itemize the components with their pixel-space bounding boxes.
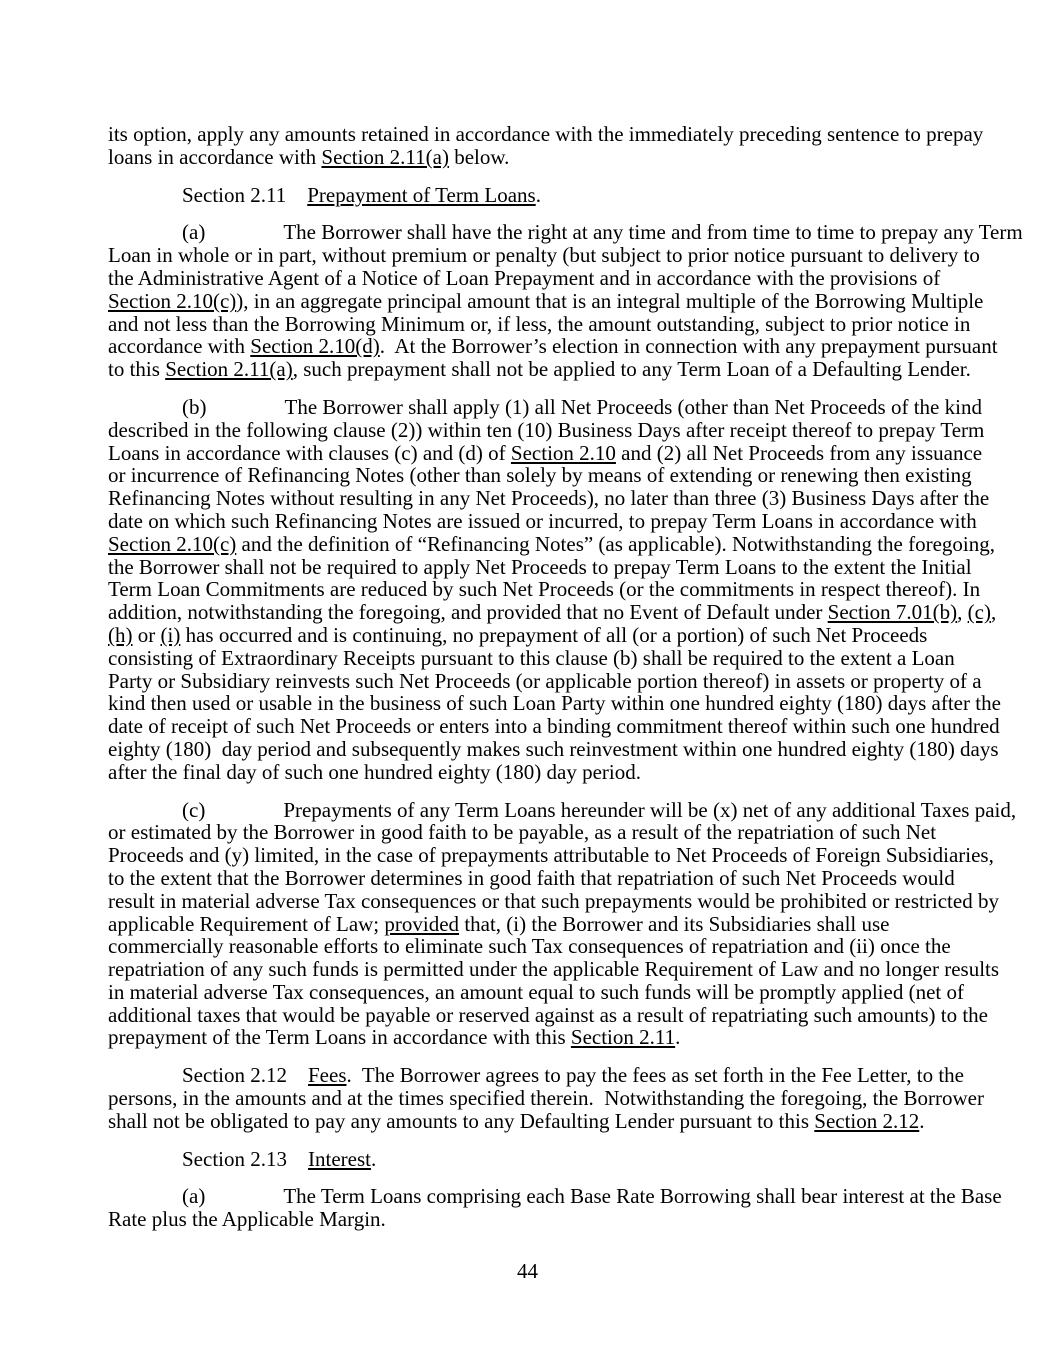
text-run: Party or Subsidiary reinvests such Net Proceeds (or applicable portion thereof) in assets or property of a (108, 668, 982, 693)
text-line (108, 668, 982, 693)
text-line (108, 122, 984, 146)
text-run: eighty (180) day period and subsequently makes such reinvestment within one hundred eighty (180) days (108, 736, 999, 761)
text-run: . (675, 1025, 681, 1050)
text-run: . (919, 1108, 925, 1133)
text-run: loans in accordance with (108, 144, 322, 169)
text-run: , (957, 600, 968, 625)
text-line (108, 288, 984, 313)
text-run: . At the Borrower’s election in connection with any prepayment pursuant (379, 334, 998, 359)
tab-gap (205, 816, 283, 817)
text-run: that, (i) the Borrower and its Subsidiaries shall use (459, 911, 890, 936)
text-run: (a) (182, 1184, 206, 1209)
text-run: consisting of Extraordinary Receipts pursuant to this clause (b) shall be required to the extent a Loan (108, 645, 955, 670)
section-reference: (i) (160, 622, 181, 647)
text-run: persons, in the amounts and at the times specified therein. Notwithstanding the foregoing, the Borrower (108, 1086, 984, 1111)
text-run: Term Loan Commitments are reduced by such Net Proceeds (or the commitments in respect thereof). In (108, 577, 981, 602)
text-run: prepayment of the Term Loans in accordance with this (108, 1025, 571, 1050)
text-line (108, 600, 997, 625)
text-line (108, 1063, 964, 1088)
text-run: additional taxes that would be payable or reserved against as a result of repatriating such amounts) to the (108, 1002, 988, 1027)
tab-gap (207, 413, 285, 414)
section-2-13-heading (108, 1148, 936, 1171)
paragraph-2-11-a (108, 220, 1023, 382)
text-run: Section 2.13 (182, 1146, 287, 1171)
text-run: to this (108, 357, 166, 382)
text-run: shall not be obligated to pay any amounts to any Defaulting Lender pursuant to this (108, 1108, 815, 1133)
section-reference: provided (384, 911, 460, 936)
text-line (108, 691, 1001, 716)
text-run: repatriation of any such funds is permitted under the applicable Requirement of Law and no longer results (108, 957, 1000, 982)
text-line (108, 761, 936, 784)
section-reference: Section 2.12 (814, 1108, 920, 1133)
paragraph-2-13-a (108, 1184, 1002, 1232)
text-run: Rate plus the Applicable Margin. (108, 1207, 386, 1232)
text-line (108, 265, 941, 290)
text-line (108, 531, 995, 556)
text-line (108, 508, 977, 533)
text-run: Proceeds and (y) limited, in the case of prepayments attributable to Net Proceeds of Foreign Subsidiaries, (108, 843, 994, 868)
text-run: Loan in whole or in part, without premium or penalty (but subject to prior notice pursuant to delivery to (108, 243, 980, 268)
text-line (108, 311, 971, 336)
text-line (108, 624, 936, 647)
text-line (108, 146, 936, 169)
text-run: date of receipt of such Net Proceeds or enters into a binding commitment thereof within such one hundred (108, 714, 1000, 739)
text-run: the Borrower shall not be required to apply Net Proceeds to prepay Term Loans to the extent the Initial (108, 554, 972, 579)
section-2-11-heading (108, 184, 936, 207)
text-line (108, 888, 999, 913)
document-content (108, 122, 1023, 1232)
text-run: accordance with (108, 334, 251, 359)
text-run: addition, notwithstanding the foregoing, and provided that no Event of Default under (108, 600, 828, 625)
section-reference: (h) (108, 622, 133, 647)
text-line (108, 486, 990, 511)
section-reference: (c) (967, 600, 991, 625)
text-line (108, 220, 1023, 245)
text-line (108, 736, 999, 761)
text-line (108, 243, 980, 268)
text-run: Prepayments of any Term Loans hereunder will be (x) net of any additional Taxes paid, (283, 797, 1017, 822)
text-run: applicable Requirement of Law; (108, 911, 385, 936)
text-line (108, 934, 951, 959)
text-run: after the final day of such one hundred eighty (180) day period. (108, 759, 641, 784)
text-run: or estimated by the Borrower in good faith to be payable, as a result of the repatriation of such Net (108, 820, 937, 845)
text-run: in material adverse Tax consequences, an amount equal to such funds will be promptly applied (net of (108, 979, 964, 1004)
section-reference: Section 2.10 (510, 440, 616, 465)
tab-gap (286, 201, 307, 202)
text-run: or (132, 622, 161, 647)
text-run: (b) (182, 394, 207, 419)
text-line (108, 440, 983, 465)
text-line (108, 184, 936, 207)
text-run: and not less than the Borrowing Minimum or, if less, the amount outstanding, subject to prior notice in (108, 311, 971, 336)
text-run: its option, apply any amounts retained in accordance with the immediately preceding sentence to prepay (108, 122, 984, 146)
text-line (108, 979, 964, 1004)
text-line (108, 1184, 1002, 1209)
text-run: Refinancing Notes without resulting in any Net Proceeds), no later than three (3) Business Days after the (108, 486, 990, 511)
text-run: Section 2.12 (182, 1063, 287, 1088)
section-reference: Section 2.11(a) (321, 144, 449, 169)
text-run: described in the following clause (2)) within ten (10) Business Days after receipt thereof to prepay Term (108, 417, 985, 442)
text-run: (a) (182, 220, 206, 245)
text-run: has occurred and is continuing, no prepayment of all (or a portion) of such Net Proceeds (180, 622, 928, 647)
text-run: , (990, 600, 997, 625)
section-reference: Prepayment of Term Loans (307, 182, 536, 207)
text-run: . (535, 182, 541, 207)
text-run: date on which such Refinancing Notes are issued or incurred, to prepay Term Loans in accordance with (108, 508, 977, 533)
text-run: the Administrative Agent of a Notice of Loan Prepayment and in accordance with the provisions of (108, 265, 941, 290)
text-run: commercially reasonable efforts to eliminate such Tax consequences of repatriation and (ii) once the (108, 934, 951, 959)
section-2-12-paragraph (108, 1063, 984, 1133)
text-run: The Borrower shall apply (1) all Net Proceeds (other than Net Proceeds of the kind (284, 394, 982, 419)
section-reference: Interest (308, 1146, 371, 1171)
page-number: 44 (517, 1259, 538, 1283)
text-run: The Borrower shall have the right at any time and from time to time to prepay any Term (283, 220, 1023, 245)
text-line (108, 1110, 936, 1133)
section-reference: Section 2.10(c) (108, 531, 237, 556)
section-reference: Section 2.11(a) (165, 357, 293, 382)
tab-gap (287, 1165, 308, 1166)
text-line (108, 1086, 984, 1111)
section-reference: Section 2.10(c) (108, 288, 237, 313)
text-run: Loans in accordance with clauses (c) and (d) of (108, 440, 511, 465)
text-line (108, 577, 981, 602)
text-run: ), in an aggregate principal amount that is an integral multiple of the Borrowing Multiple (236, 288, 984, 313)
text-line (108, 843, 994, 868)
text-run: The Term Loans comprising each Base Rate Borrowing shall bear interest at the Base (283, 1184, 1002, 1209)
section-reference: Section 2.11 (570, 1025, 676, 1050)
section-reference: Fees (308, 1063, 347, 1088)
text-line (108, 394, 982, 419)
text-line (108, 645, 955, 670)
tab-gap (287, 1081, 308, 1082)
text-line (108, 821, 936, 844)
text-run: and the definition of “Refinancing Notes” (as applicable). Notwithstanding the foregoing, (236, 531, 995, 556)
text-line (108, 714, 1000, 739)
paragraph-2-11-b (108, 394, 1001, 784)
tab-gap (205, 238, 283, 239)
text-line (108, 1002, 988, 1027)
text-run: and (2) all Net Proceeds from any issuance (615, 440, 983, 465)
text-line (108, 463, 972, 488)
section-reference: Section 2.10(d) (250, 334, 380, 359)
continuation-paragraph (108, 122, 984, 169)
text-run: below. (448, 144, 510, 169)
text-line (108, 865, 955, 890)
text-line (108, 554, 972, 579)
text-run: (c) (182, 797, 206, 822)
text-line (108, 417, 985, 442)
text-run: kind then used or usable in the business of such Loan Party within one hundred eighty (180) days after the (108, 691, 1001, 716)
text-line (108, 1148, 936, 1171)
text-line (108, 1208, 936, 1231)
text-run: or incurrence of Refinancing Notes (other than solely by means of extending or renewing then existing (108, 463, 972, 488)
text-run: Section 2.11 (182, 182, 287, 207)
paragraph-2-11-c (108, 797, 1017, 1050)
text-line (108, 957, 1000, 982)
text-line (108, 1026, 936, 1049)
section-reference: Section 7.01(b) (827, 600, 958, 625)
text-line (108, 913, 936, 936)
text-line (108, 357, 971, 382)
text-run: . (370, 1146, 377, 1171)
tab-gap (205, 1202, 283, 1203)
text-run: to the extent that the Borrower determines in good faith that repatriation of such Net Proceeds would (108, 865, 955, 890)
text-run: . The Borrower agrees to pay the fees as set forth in the Fee Letter, to the (346, 1063, 964, 1088)
text-run: , such prepayment shall not be applied to any Term Loan of a Defaulting Lender. (292, 357, 971, 382)
text-line (108, 797, 1017, 822)
text-line (108, 334, 998, 359)
text-run: result in material adverse Tax consequences or that such prepayments would be prohibited or restricted by (108, 888, 999, 913)
